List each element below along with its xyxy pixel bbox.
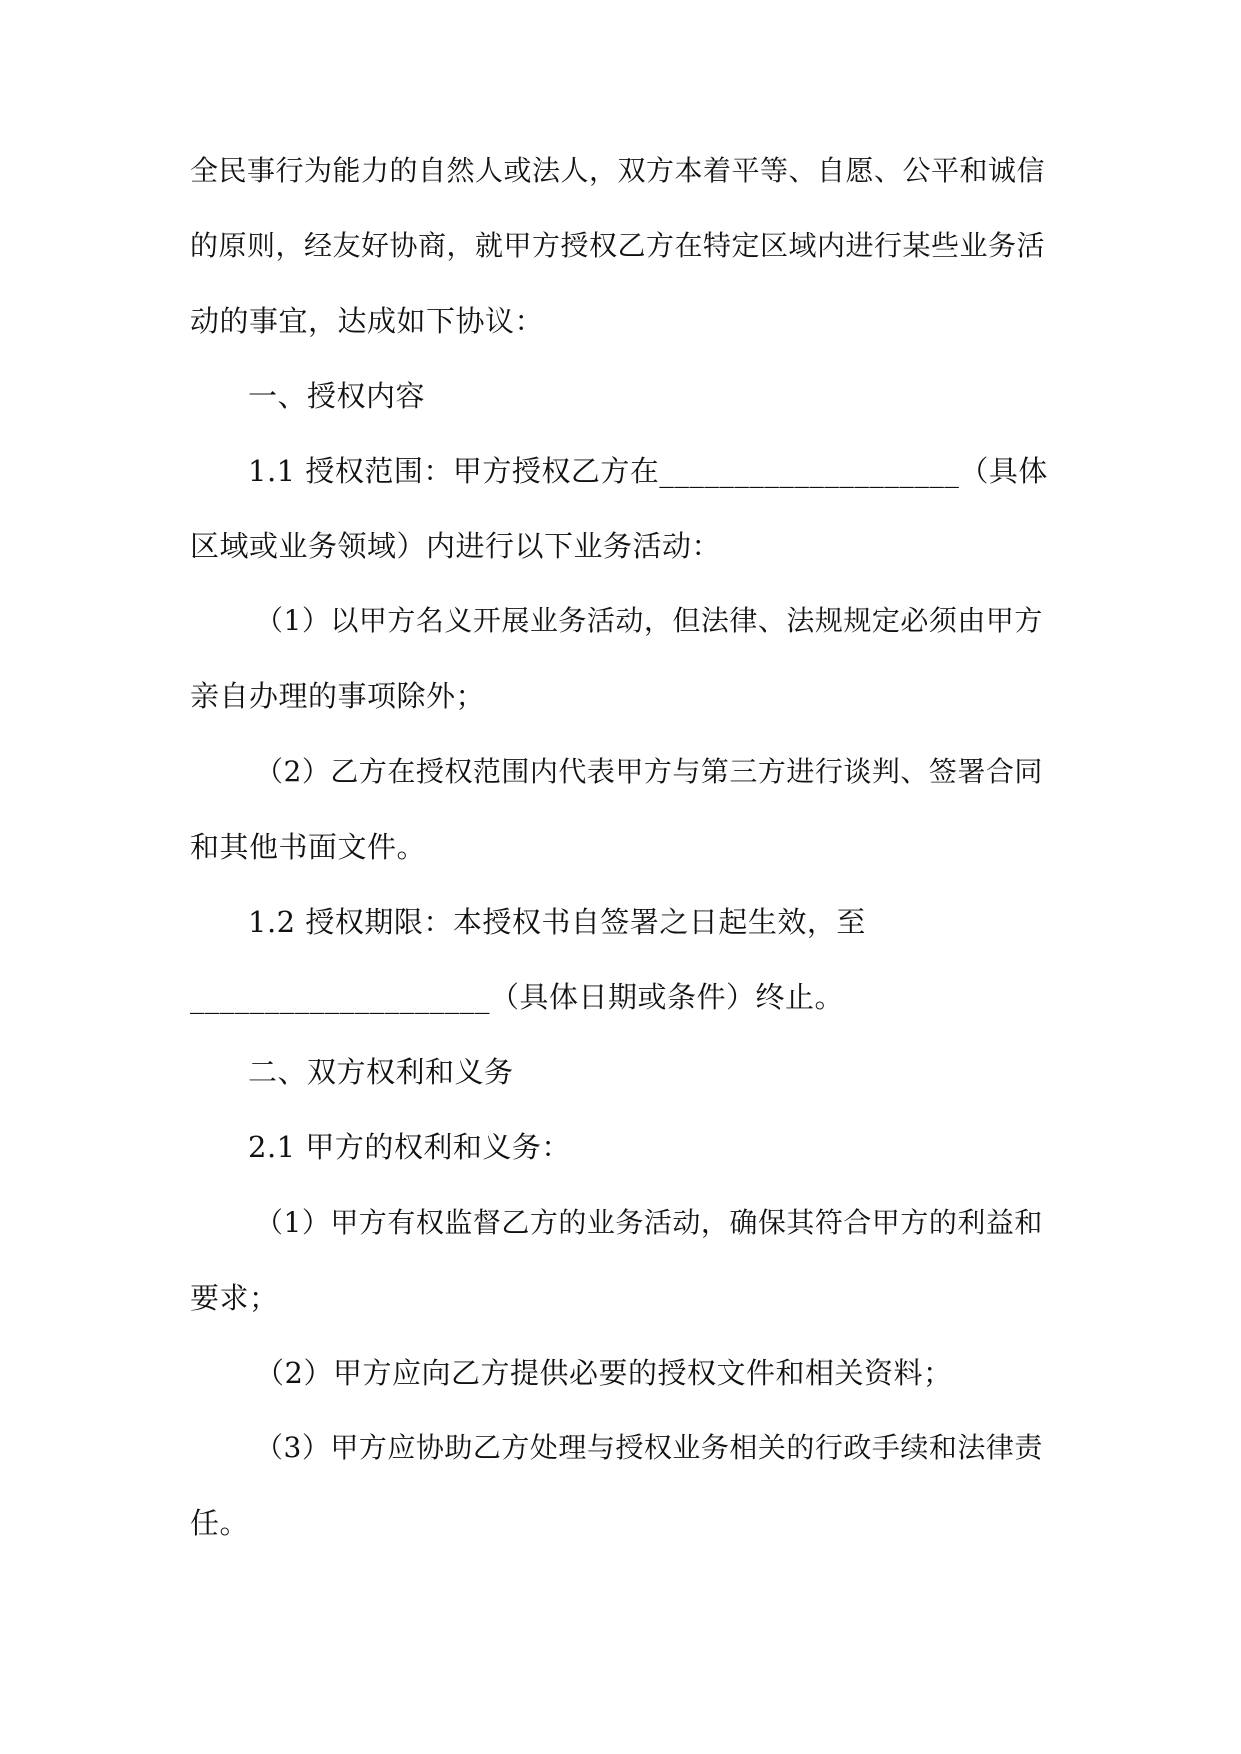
list-item-line: （1）甲方有权监督乙方的业务活动，确保其符合甲方的利益和: [255, 1206, 1043, 1239]
paragraph-line: 区域或业务领域）内进行以下业务活动：: [190, 529, 722, 563]
clause-line: 1.2 授权期限：本授权书自签署之日起生效，至: [248, 905, 866, 939]
list-item-line: （2）乙方在授权范围内代表甲方与第三方进行谈判、签署合同: [255, 755, 1043, 788]
paragraph-line: 要求；: [190, 1281, 279, 1315]
paragraph-line: 的原则，经友好协商，就甲方授权乙方在特定区域内进行某些业务活: [190, 229, 1046, 262]
section-heading: 一、授权内容: [248, 379, 426, 413]
list-item-line: （1）以甲方名义开展业务活动，但法律、法规规定必须由甲方: [255, 604, 1043, 637]
section-heading: 二、双方权利和义务: [248, 1055, 514, 1089]
paragraph-line: 亲自办理的事项除外；: [190, 679, 486, 713]
paragraph-line: 任。: [190, 1506, 250, 1540]
clause-line: 1.1 授权范围：甲方授权乙方在____________________（具体: [248, 454, 1048, 488]
list-item-line: （2）甲方应向乙方提供必要的授权文件和相关资料；: [255, 1356, 953, 1390]
paragraph-line: 和其他书面文件。: [190, 830, 427, 864]
paragraph-line: 全民事行为能力的自然人或法人，双方本着平等、自愿、公平和诚信: [190, 154, 1046, 187]
paragraph-line: 动的事宜，达成如下协议：: [190, 304, 545, 338]
list-item-line: （3）甲方应协助乙方处理与授权业务相关的行政手续和法律责: [255, 1431, 1043, 1464]
paragraph-line: ____________________（具体日期或条件）终止。: [190, 980, 845, 1014]
clause-line: 2.1 甲方的权利和义务：: [248, 1130, 571, 1164]
